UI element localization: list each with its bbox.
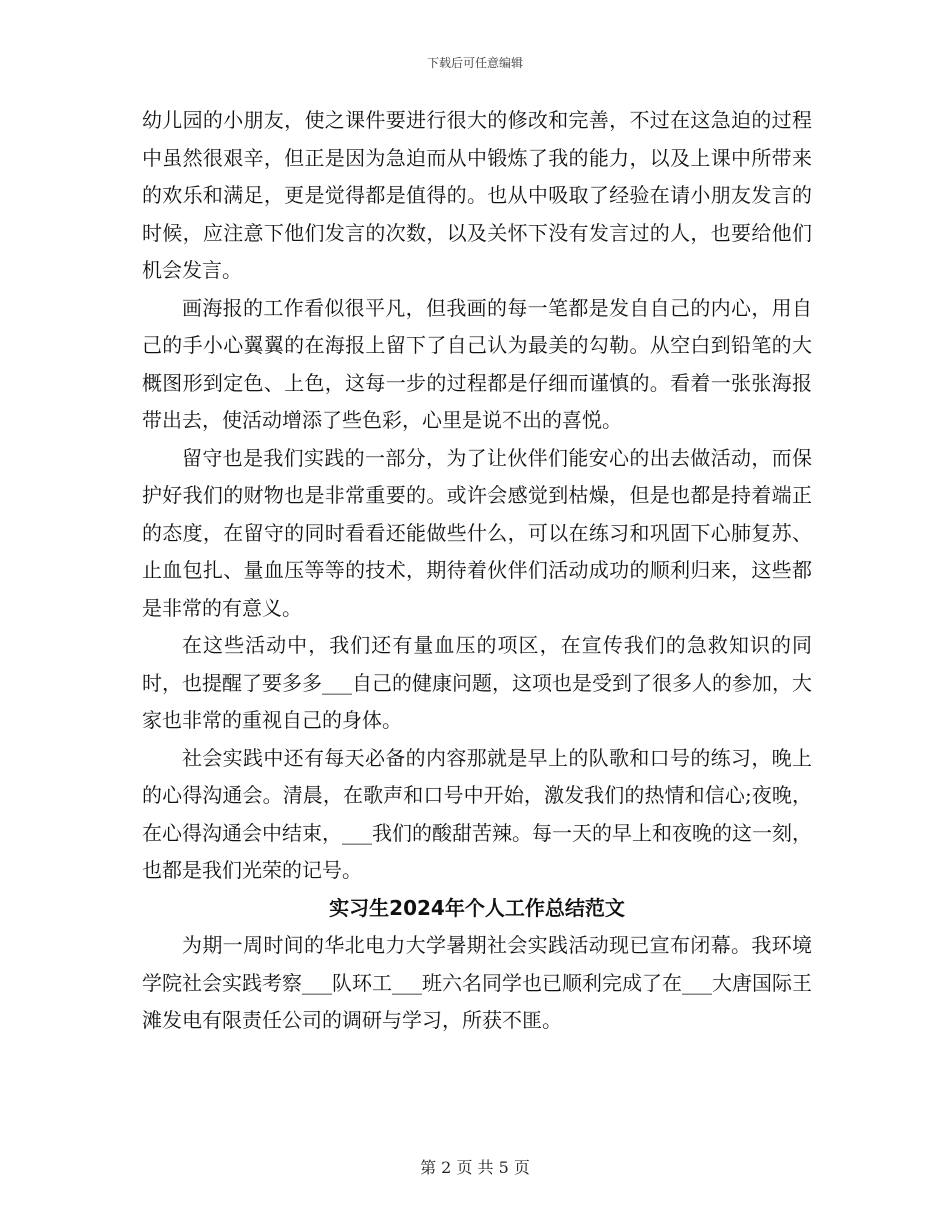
paragraph-kindergarten: 幼儿园的小朋友，使之课件要进行很大的修改和完善，不过在这急迫的过程中虽然很艰辛，但正是因为急迫而从中锻炼了我的能力，以及上课中所带来的欢乐和满足，更是觉得都是值得的。也从中吸取了经验在请小朋友发言的时候，应注意下他们发言的次数，以及关怀下没有发言过的人，也要给他们机会发言。 (142, 108, 812, 282)
paragraph-blood-pressure: 在这些活动中，我们还有量血压的项区，在宣传我们的急救知识的同时，也提醒了要多多___自己的健康问题，这项也是受到了很多人的参加，大家也非常的重视自己的身体。 (142, 633, 812, 732)
paragraph-daily-routine: 社会实践中还有每天必备的内容那就是早上的队歌和口号的练习，晚上的心得沟通会。清晨，在歌声和口号中开始，激发我们的热情和信心;夜晚，在心得沟通会中结束，___我们的酸甜苦辣。每一天的早上和夜晚的这一刻，也都是我们光荣的记号。 (142, 745, 812, 882)
paragraph-poster: 画海报的工作看似很平凡，但我画的每一笔都是发自自己的内心，用自己的手小心翼翼的在海报上留下了自己认为最美的勾勒。从空白到铅笔的大概图形到定色、上色，这每一步的过程都是仔细而谨慎的。看着一张张海报带出去，使活动增添了些色彩，心里是说不出的喜悦。 (142, 295, 812, 432)
page-header: 下载后可任意编辑 (426, 56, 523, 70)
section-title: 实习生2024年个人工作总结范文 (329, 895, 625, 920)
document-body (142, 102, 812, 1040)
paragraph-stay-behind: 留守也是我们实践的一部分，为了让伙伴们能安心的出去做活动，而保护好我们的财物也是非常重要的。或许会感觉到枯燥，但是也都是持着端正的态度，在留守的同时看看还能做些什么，可以在练习和巩固下心肺复苏、止血包扎、量血压等等的技术，期待着伙伴们活动成功的顺利归来，这些都是非常的有意义。 (142, 445, 812, 620)
paragraph-intro: 为期一周时间的华北电力大学暑期社会实践活动现已宣布闭幕。我环境学院社会实践考察___队环工___班六名同学也已顺利完成了在___大唐国际王滩发电有限责任公司的调研与学习，所获不匪。 (142, 933, 812, 1032)
page-footer: 第 2 页 共 5 页 (420, 1158, 530, 1177)
